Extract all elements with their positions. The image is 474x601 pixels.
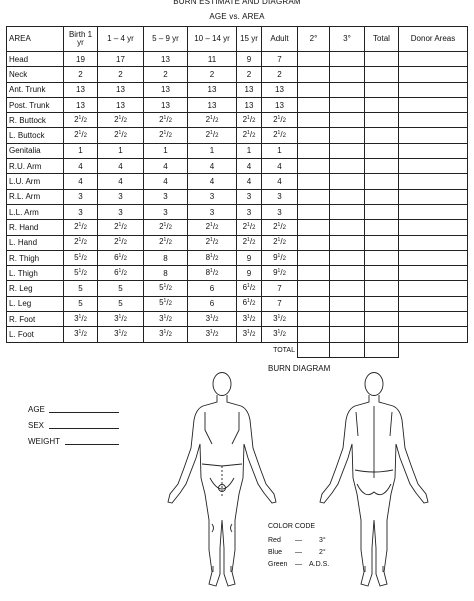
percent-cell: $3^1/2$ bbox=[98, 327, 144, 342]
percent-cell: $3^1/2$ bbox=[64, 327, 98, 342]
percent-cell: $3^1/2$ bbox=[144, 327, 188, 342]
percent-cell: 1 bbox=[64, 143, 98, 158]
percent-cell: 5 bbox=[98, 296, 144, 311]
percent-cell: $5^1/2$ bbox=[64, 250, 98, 265]
percent-cell: $8^1/2$ bbox=[188, 266, 237, 281]
percent-cell: 13 bbox=[262, 82, 298, 97]
percent-cell: $2^1/2$ bbox=[237, 235, 262, 250]
percent-cell: 3 bbox=[188, 204, 237, 219]
percent-cell: 4 bbox=[98, 174, 144, 189]
percent-cell: 3 bbox=[144, 204, 188, 219]
percent-cell: $3^1/2$ bbox=[98, 312, 144, 327]
color-dash: — bbox=[295, 537, 302, 544]
percent-cell: 3 bbox=[64, 204, 98, 219]
age-line[interactable] bbox=[49, 412, 119, 413]
percent-cell: 6 bbox=[188, 296, 237, 311]
color-code-title: COLOR CODE bbox=[268, 523, 316, 530]
percent-cell: $6^1/2$ bbox=[98, 250, 144, 265]
column-header: Total bbox=[365, 27, 399, 52]
percent-cell: 4 bbox=[237, 174, 262, 189]
sex-line[interactable] bbox=[49, 428, 119, 429]
total-label: TOTAL bbox=[273, 346, 295, 354]
percent-cell: 5 bbox=[64, 281, 98, 296]
percent-cell: 9 bbox=[237, 250, 262, 265]
column-header: AREA bbox=[7, 27, 64, 52]
percent-cell: 8 bbox=[144, 266, 188, 281]
percent-cell: 4 bbox=[98, 159, 144, 174]
percent-cell: 1 bbox=[98, 143, 144, 158]
area-cell: Neck bbox=[7, 67, 64, 82]
percent-cell: 4 bbox=[188, 174, 237, 189]
percent-cell: 3 bbox=[188, 189, 237, 204]
color-code-green bbox=[268, 561, 330, 568]
percent-cell: $2^1/2$ bbox=[237, 113, 262, 128]
percent-cell: $9^1/2$ bbox=[262, 250, 298, 265]
percent-cell: 3 bbox=[144, 189, 188, 204]
document-subtitle: AGE vs. AREA bbox=[209, 12, 265, 21]
percent-cell: $2^1/2$ bbox=[188, 235, 237, 250]
percent-cell: $2^1/2$ bbox=[262, 220, 298, 235]
percent-cell: 2 bbox=[98, 67, 144, 82]
column-header: 1 – 4 yr bbox=[98, 27, 144, 52]
percent-cell: 4 bbox=[64, 159, 98, 174]
percent-cell: $2^1/2$ bbox=[144, 113, 188, 128]
percent-cell: 2 bbox=[262, 67, 298, 82]
percent-cell: $2^1/2$ bbox=[64, 113, 98, 128]
percent-cell: $2^1/2$ bbox=[188, 113, 237, 128]
percent-cell: 3 bbox=[262, 204, 298, 219]
back-body-figure bbox=[320, 373, 428, 587]
column-header: Adult bbox=[262, 27, 298, 52]
percent-cell: $3^1/2$ bbox=[262, 312, 298, 327]
percent-cell: 2 bbox=[64, 67, 98, 82]
area-cell: R. Leg bbox=[7, 281, 64, 296]
percent-cell: $2^1/2$ bbox=[64, 235, 98, 250]
percent-cell: 13 bbox=[237, 82, 262, 97]
area-cell: Ant. Trunk bbox=[7, 82, 64, 97]
percent-cell: $2^1/2$ bbox=[262, 235, 298, 250]
percent-cell: 11 bbox=[188, 52, 237, 67]
area-cell: R. Thigh bbox=[7, 250, 64, 265]
percent-cell: $2^1/2$ bbox=[98, 128, 144, 143]
percent-cell: 3 bbox=[237, 189, 262, 204]
percent-cell: $2^1/2$ bbox=[188, 128, 237, 143]
percent-cell: $2^1/2$ bbox=[98, 113, 144, 128]
percent-cell: 3 bbox=[98, 204, 144, 219]
area-cell: L. Buttock bbox=[7, 128, 64, 143]
percent-cell: $6^1/2$ bbox=[237, 281, 262, 296]
percent-cell: 2 bbox=[237, 67, 262, 82]
percent-cell: $2^1/2$ bbox=[144, 235, 188, 250]
percent-cell: $5^1/2$ bbox=[144, 296, 188, 311]
area-cell: Post. Trunk bbox=[7, 97, 64, 112]
percent-cell: 8 bbox=[144, 250, 188, 265]
sex-field bbox=[28, 421, 44, 430]
percent-cell: $3^1/2$ bbox=[188, 312, 237, 327]
percent-cell: 17 bbox=[98, 52, 144, 67]
percent-cell: 4 bbox=[237, 159, 262, 174]
percent-cell: $3^1/2$ bbox=[144, 312, 188, 327]
percent-cell: $8^1/2$ bbox=[188, 250, 237, 265]
percent-cell: 4 bbox=[262, 159, 298, 174]
area-cell: L.L. Arm bbox=[7, 204, 64, 219]
percent-cell: $5^1/2$ bbox=[144, 281, 188, 296]
percent-cell: 3 bbox=[262, 189, 298, 204]
percent-cell: $6^1/2$ bbox=[237, 296, 262, 311]
document-title: BURN ESTIMATE AND DIAGRAM bbox=[173, 0, 301, 6]
percent-cell: 1 bbox=[188, 143, 237, 158]
column-header: 2° bbox=[298, 27, 330, 52]
color-meaning: 3° bbox=[319, 537, 326, 544]
color-code-blue bbox=[268, 549, 326, 556]
percent-cell: 13 bbox=[98, 82, 144, 97]
percent-cell: 1 bbox=[237, 143, 262, 158]
percent-cell: $3^1/2$ bbox=[188, 327, 237, 342]
column-header: 3° bbox=[330, 27, 365, 52]
sex-label: SEX bbox=[28, 421, 45, 430]
percent-cell: 13 bbox=[64, 82, 98, 97]
weight-field bbox=[28, 437, 60, 446]
diagram-title: BURN DIAGRAM bbox=[268, 364, 331, 373]
weight-label: WEIGHT bbox=[28, 437, 60, 446]
percent-cell: 7 bbox=[262, 296, 298, 311]
percent-cell: 4 bbox=[262, 174, 298, 189]
percent-cell: 13 bbox=[188, 82, 237, 97]
percent-cell: 13 bbox=[237, 97, 262, 112]
percent-cell: 2 bbox=[144, 67, 188, 82]
percent-cell: 13 bbox=[144, 82, 188, 97]
percent-cell: $6^1/2$ bbox=[98, 266, 144, 281]
percent-cell: 13 bbox=[64, 97, 98, 112]
color-dash: — bbox=[295, 549, 302, 556]
column-header: 5 – 9 yr bbox=[144, 27, 188, 52]
color-dash: — bbox=[295, 561, 302, 568]
color-label: Blue bbox=[268, 549, 283, 556]
color-meaning: 2° bbox=[319, 549, 326, 556]
area-cell: R.L. Arm bbox=[7, 189, 64, 204]
percent-cell: $3^1/2$ bbox=[262, 327, 298, 342]
percent-cell: $5^1/2$ bbox=[64, 266, 98, 281]
percent-cell: $2^1/2$ bbox=[64, 220, 98, 235]
area-cell: R.U. Arm bbox=[7, 159, 64, 174]
percent-cell: 13 bbox=[262, 97, 298, 112]
percent-cell: $9^1/2$ bbox=[262, 266, 298, 281]
area-cell: R. Hand bbox=[7, 220, 64, 235]
area-cell: R. Buttock bbox=[7, 113, 64, 128]
back-head bbox=[365, 373, 383, 396]
percent-cell: 13 bbox=[188, 97, 237, 112]
age-field bbox=[28, 405, 45, 414]
percent-cell: $2^1/2$ bbox=[188, 220, 237, 235]
percent-cell: 9 bbox=[237, 52, 262, 67]
area-cell: Genitalia bbox=[7, 143, 64, 158]
column-header: Birth 1 yr bbox=[64, 27, 98, 52]
area-cell: L. Hand bbox=[7, 235, 64, 250]
front-body-figure bbox=[168, 373, 276, 587]
color-code-red bbox=[268, 537, 326, 544]
percent-cell: $2^1/2$ bbox=[262, 128, 298, 143]
percent-cell: $2^1/2$ bbox=[262, 113, 298, 128]
percent-cell: 5 bbox=[98, 281, 144, 296]
area-cell: Head bbox=[7, 52, 64, 67]
percent-cell: $3^1/2$ bbox=[64, 312, 98, 327]
percent-cell: $3^1/2$ bbox=[237, 312, 262, 327]
percent-cell: $2^1/2$ bbox=[144, 220, 188, 235]
percent-cell: 9 bbox=[237, 266, 262, 281]
percent-cell: 4 bbox=[188, 159, 237, 174]
percent-cell: 5 bbox=[64, 296, 98, 311]
color-label: Green bbox=[268, 561, 288, 568]
percent-cell: $2^1/2$ bbox=[237, 220, 262, 235]
percent-cell: 13 bbox=[144, 52, 188, 67]
front-head bbox=[213, 373, 231, 396]
percent-cell: 4 bbox=[144, 174, 188, 189]
column-header: 10 – 14 yr bbox=[188, 27, 237, 52]
percent-cell: 2 bbox=[188, 67, 237, 82]
percent-cell: 1 bbox=[144, 143, 188, 158]
percent-cell: 7 bbox=[262, 52, 298, 67]
percent-cell: $3^1/2$ bbox=[237, 327, 262, 342]
color-label: Red bbox=[268, 537, 281, 544]
area-cell: R. Foot bbox=[7, 312, 64, 327]
percent-cell: $2^1/2$ bbox=[98, 220, 144, 235]
percent-cell: 1 bbox=[262, 143, 298, 158]
percent-cell: 7 bbox=[262, 281, 298, 296]
percent-cell: 4 bbox=[144, 159, 188, 174]
percent-cell: $2^1/2$ bbox=[64, 128, 98, 143]
percent-cell: 13 bbox=[98, 97, 144, 112]
percent-cell: $2^1/2$ bbox=[98, 235, 144, 250]
percent-cell: 3 bbox=[98, 189, 144, 204]
area-cell: L. Foot bbox=[7, 327, 64, 342]
percent-cell: 3 bbox=[64, 189, 98, 204]
column-header: 15 yr bbox=[237, 27, 262, 52]
percent-cell: 19 bbox=[64, 52, 98, 67]
percent-cell: 6 bbox=[188, 281, 237, 296]
color-meaning: A.D.S. bbox=[309, 561, 330, 568]
area-cell: L. Thigh bbox=[7, 266, 64, 281]
percent-cell: $2^1/2$ bbox=[237, 128, 262, 143]
area-cell: L. Leg bbox=[7, 296, 64, 311]
weight-line[interactable] bbox=[65, 444, 119, 445]
percent-cell: 4 bbox=[64, 174, 98, 189]
area-cell: L.U. Arm bbox=[7, 174, 64, 189]
percent-cell: $2^1/2$ bbox=[144, 128, 188, 143]
age-label: AGE bbox=[28, 405, 45, 414]
percent-cell: 13 bbox=[144, 97, 188, 112]
column-header: Donor Areas bbox=[399, 27, 468, 52]
percent-cell: 3 bbox=[237, 204, 262, 219]
